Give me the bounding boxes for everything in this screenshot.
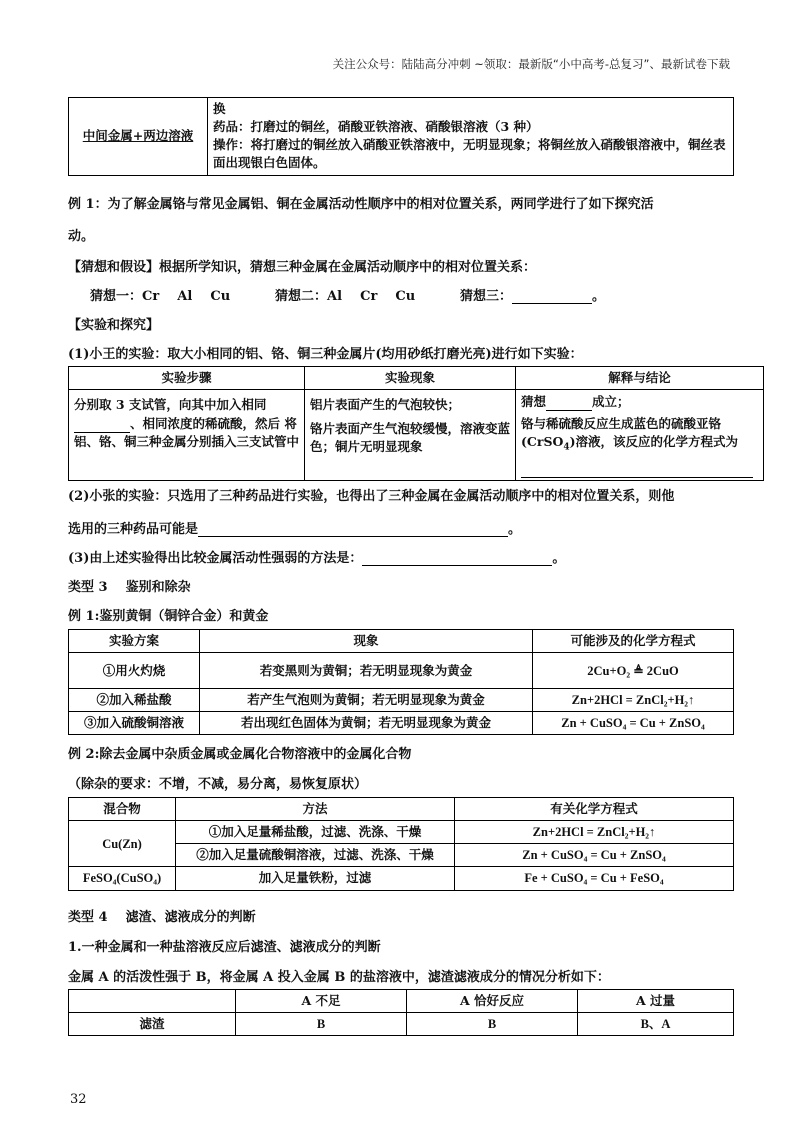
- question-2-blank[interactable]: [198, 521, 508, 537]
- purify-header-eq: 有关化学方程式: [455, 798, 734, 821]
- exp-step-a: 分别取 3 支试管，向其中加入相同: [74, 397, 267, 413]
- purify-mix-1: Cu(Zn): [69, 821, 176, 867]
- residue-header-blank: [69, 990, 236, 1013]
- identify-header-plan: 实验方案: [69, 630, 200, 653]
- question-2-period: 。: [508, 522, 522, 537]
- top-table-line-3: 操作：将打磨过的铜丝放入硝酸亚铁溶液中，无明显现象；将铜丝放入硝酸银溶液中，铜丝表面出现银白色固体。: [213, 137, 726, 171]
- exp-phen-b: 铬片表面产生气泡较缓慢，溶液变蓝色；铜片无明显现象: [310, 421, 511, 455]
- identify-eq-1: 2Cu+O₂ ≜ 2CuO: [533, 653, 734, 689]
- exp-phen-a: 铝片表面产生的气泡较快；: [310, 397, 461, 413]
- exp-con-c: 铬与稀硫酸反应生成蓝色的硫酸亚铬(CrSO: [521, 416, 722, 450]
- type4-title: 类型 4 滤渣、滤液成分的判断: [68, 910, 256, 925]
- exp-con-blank[interactable]: [546, 392, 592, 411]
- hypothesis-title: 【猜想和假设】根据所学知识，猜想三种金属在金属活动顺序中的相对位置关系：: [68, 260, 537, 275]
- exp-header-steps: 实验步骤: [69, 367, 305, 390]
- identify-plan-2: ②加入稀盐酸: [69, 689, 200, 712]
- identify-plan-1: ①用火灼烧: [69, 653, 200, 689]
- purify-eq-2: Zn + CuSO₄ = Cu + ZnSO₄: [455, 844, 734, 867]
- type3-example1-title: 例 1:鉴别黄铜（铜锌合金）和黄金: [68, 609, 269, 624]
- identify-plan-3: ③加入硫酸铜溶液: [69, 712, 200, 735]
- exp-steps-cell: [69, 390, 305, 481]
- top-table-right-cell: [208, 98, 734, 176]
- top-table-line-2: 药品：打磨过的铜丝，硝酸亚铁溶液、硝酸银溶液（3 种）: [213, 119, 539, 135]
- exp-header-phenomena: 实验现象: [305, 367, 516, 390]
- residue-cell-2: B: [407, 1013, 578, 1036]
- example1-intro-a: 例 1：为了解金属铬与常见金属铝、铜在金属活动性顺序中的相对位置关系，两同学进行了如下探究活: [68, 197, 654, 212]
- exp-con-sub: 4: [563, 442, 570, 453]
- identify-table: [68, 629, 734, 735]
- purify-method-3: 加入足量铁粉，过滤: [176, 867, 455, 890]
- type4-subtitle: 1.一种金属和一种盐溶液反应后滤渣、滤液成分的判断: [68, 940, 381, 955]
- identify-header-eq: 可能涉及的化学方程式: [533, 630, 734, 653]
- purify-table: [68, 797, 734, 891]
- residue-header-excess: A 过量: [578, 990, 734, 1013]
- purify-header-method: 方法: [176, 798, 455, 821]
- page-number: 32: [70, 1092, 87, 1107]
- question-1: (1)小王的实验：取大小相同的铝、铬、铜三种金属片(均用砂纸打磨光亮)进行如下实验：: [68, 347, 583, 362]
- question-3-blank[interactable]: [362, 550, 552, 566]
- explore-title: 【实验和探究】: [68, 318, 160, 333]
- identify-header-phen: 现象: [200, 630, 533, 653]
- residue-cell-1: B: [236, 1013, 407, 1036]
- residue-row-label: 滤渣: [69, 1013, 236, 1036]
- type3-example2-requirement: （除杂的要求：不增，不减，易分离，易恢复原状）: [68, 777, 368, 792]
- purify-eq-1: Zn+2HCl = ZnCl₂+H₂↑: [455, 821, 734, 844]
- top-table-left-cell: 中间金属+两边溶液: [69, 98, 208, 176]
- question-2-label: 选用的三种药品可能是: [68, 522, 199, 537]
- guess-2: 猜想二：Al Cr Cu: [275, 289, 416, 304]
- exp-header-conclusion: 解释与结论: [516, 367, 764, 390]
- purify-method-2: ②加入足量硫酸铜溶液，过滤、洗涤、干燥: [176, 844, 455, 867]
- exp-con-a: 猜想: [521, 394, 547, 410]
- purify-mix-3: FeSO₄(CuSO₄): [69, 867, 176, 890]
- guess-3: [460, 285, 605, 304]
- exp-con-b: 成立；: [592, 394, 630, 410]
- identify-phen-3: 若出现红色固体为黄铜；若无明显现象为黄金: [200, 712, 533, 735]
- purify-eq-3: Fe + CuSO₄ = Cu + FeSO₄: [455, 867, 734, 890]
- page-header: 关注公众号：陆陆高分冲刺 ~领取：最新版“小中高考-总复习”、最新试卷下载: [332, 57, 730, 71]
- guess-3-blank[interactable]: [512, 288, 592, 304]
- top-table-line-1: 换: [213, 101, 226, 116]
- identify-phen-1: 若变黑则为黄铜；若无明显现象为黄金: [200, 653, 533, 689]
- experiment-table: [68, 366, 764, 481]
- purify-method-1: ①加入足量稀盐酸，过滤、洗涤、干燥: [176, 821, 455, 844]
- question-2-a: (2)小张的实验：只选用了三种药品进行实验，也得出了三种金属在金属活动顺序中的相对位置关系，则他: [68, 489, 675, 504]
- identify-phen-2: 若产生气泡则为黄铜；若无明显现象为黄金: [200, 689, 533, 712]
- type3-example2-title: 例 2:除去金属中杂质金属或金属化合物溶液中的金属化合物: [68, 747, 412, 762]
- question-3: [68, 547, 565, 566]
- guess-3-label: 猜想三：: [460, 289, 513, 304]
- exp-conclusion-cell: [516, 390, 764, 481]
- exp-con-d: )溶液，该反应的化学方程式为: [569, 434, 739, 450]
- exp-phenomena-cell: [305, 390, 516, 481]
- identify-eq-2: Zn+2HCl = ZnCl₂+H₂↑: [533, 689, 734, 712]
- exp-step-b: 、相同浓度的稀硫酸，然后: [130, 416, 281, 432]
- example1-intro-b: 动。: [68, 229, 95, 244]
- exp-step-c: 将铝、铬、铜三种金属分别插入三支试管中: [74, 416, 300, 450]
- guess-1: 猜想一：Cr Al Cu: [90, 289, 231, 304]
- exp-step-blank[interactable]: [74, 414, 130, 433]
- question-2-b: [68, 518, 521, 537]
- purify-header-mix: 混合物: [69, 798, 176, 821]
- type3-title: 类型 3 鉴别和除杂: [68, 580, 191, 595]
- top-table: [68, 97, 734, 176]
- type4-description: 金属 A 的活泼性强于 B，将金属 A 投入金属 B 的盐溶液中，滤渣滤液成分的情况分析如下：: [68, 970, 610, 985]
- guess-3-period: 。: [592, 289, 606, 304]
- exp-equation-blank[interactable]: [521, 459, 753, 478]
- question-3-label: (3)由上述实验得出比较金属活动性强弱的方法是：: [68, 551, 363, 566]
- residue-cell-3: B、A: [578, 1013, 734, 1036]
- identify-eq-3: Zn + CuSO₄ = Cu + ZnSO₄: [533, 712, 734, 735]
- residue-header-insufficient: A 不足: [236, 990, 407, 1013]
- question-3-period: 。: [552, 551, 566, 566]
- residue-header-exact: A 恰好反应: [407, 990, 578, 1013]
- residue-table: [68, 989, 734, 1036]
